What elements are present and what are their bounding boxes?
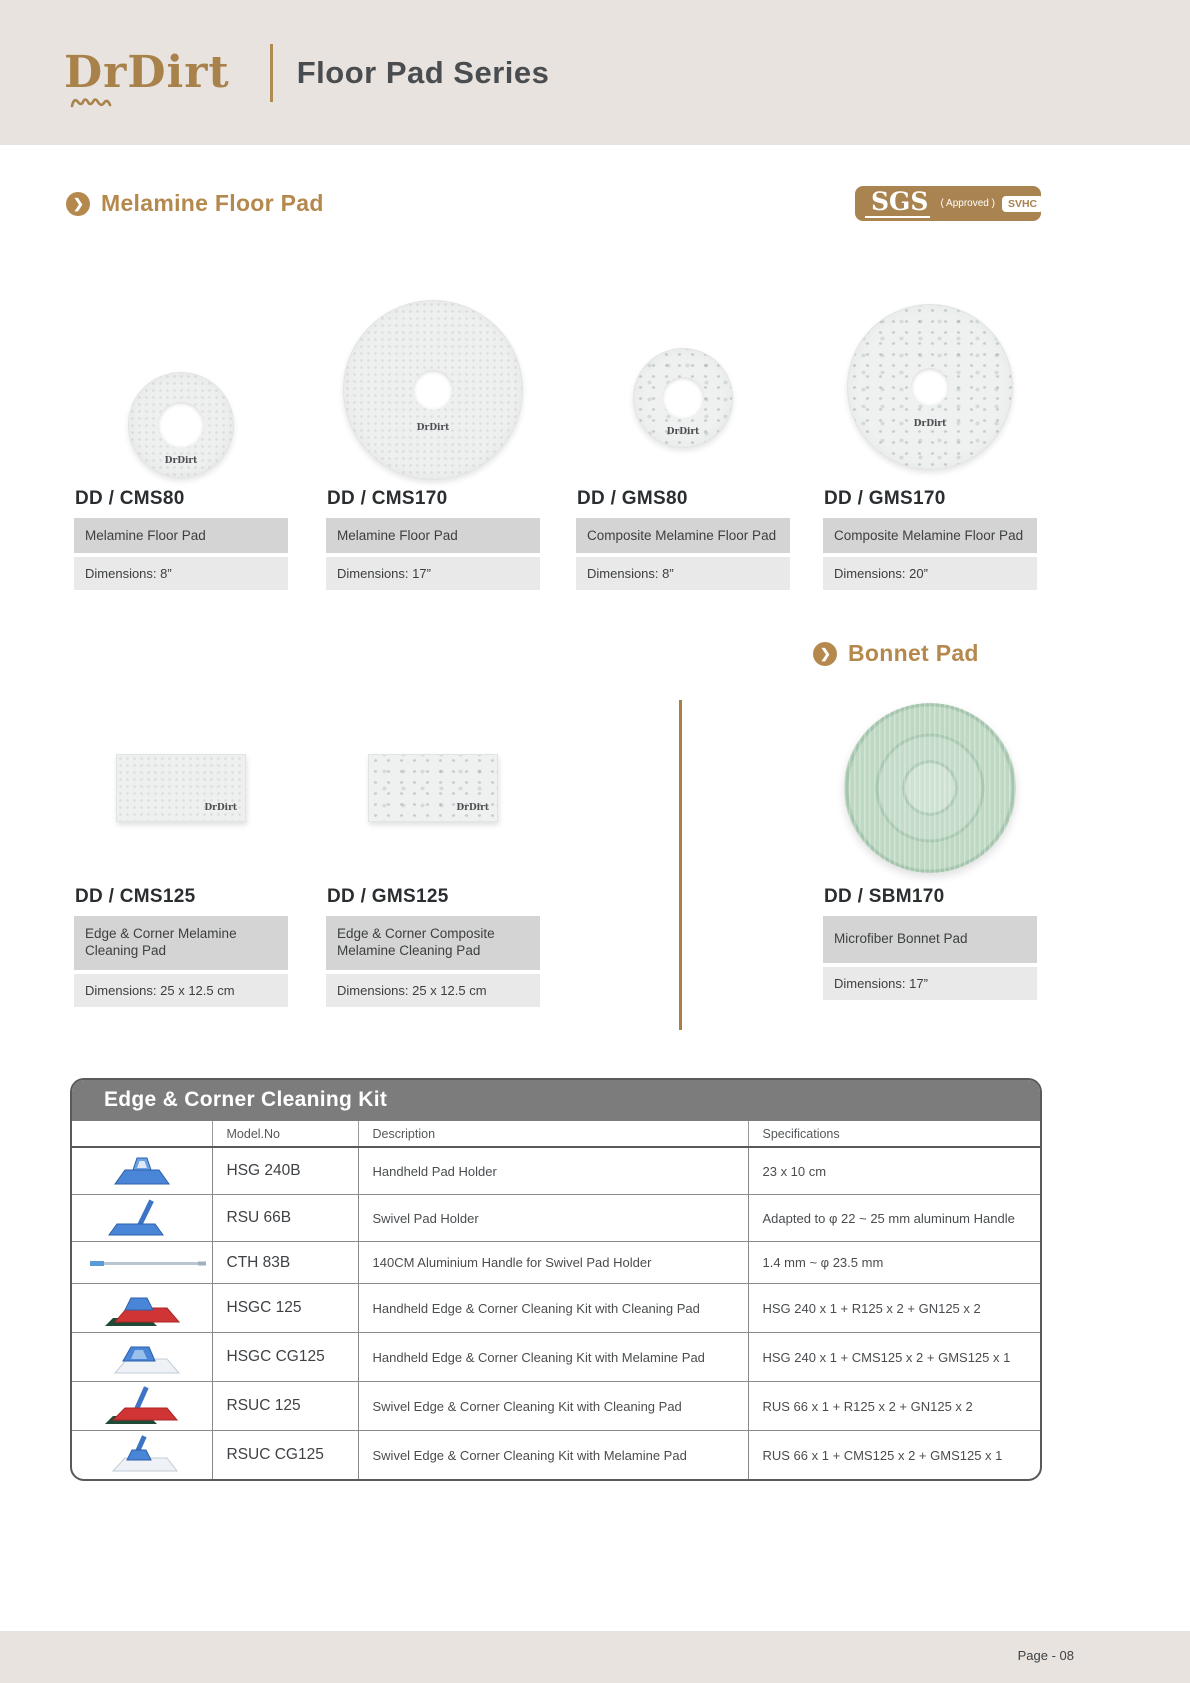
product-model: DD / GMS125 [327,886,449,907]
product-card-gms170 [823,255,1037,590]
product-image-box [576,255,790,480]
sgs-logo: SGS [865,189,930,218]
table-row [72,1242,1040,1284]
page-header [0,0,1190,145]
swivel-kit-cleaning-pad-icon [97,1384,187,1428]
product-card-sbm170 [823,698,1037,1000]
product-card-cms125 [74,698,288,1007]
table-row [72,1147,1040,1195]
model-cell: RSU 66B [212,1195,358,1242]
product-image-box [326,255,540,480]
product-name-bar: Melamine Floor Pad [74,518,288,553]
pad-center-hole [911,368,949,406]
description-cell: Handheld Pad Holder [358,1147,748,1195]
sgs-badge [855,186,1041,221]
handheld-kit-cleaning-pad-icon [97,1286,187,1330]
specifications-cell: RUS 66 x 1 + R125 x 2 + GN125 x 2 [748,1382,1040,1431]
description-cell: Handheld Edge & Corner Cleaning Kit with Cleaning Pad [358,1284,748,1333]
product-dimensions-bar: Dimensions: 8” [74,557,288,590]
melamine-pad-17in-image [343,300,523,480]
swivel-pad-holder-icon [99,1197,185,1239]
table-row [72,1431,1040,1480]
pad-brand-mark: DrDirt [913,419,947,429]
cleaning-kit-table [70,1078,1042,1481]
bonnet-section-title: Bonnet Pad [848,640,979,666]
edge-corner-melamine-pad-image [116,754,246,822]
description-cell: Swivel Edge & Corner Cleaning Kit with Melamine Pad [358,1431,748,1480]
product-name-bar: Edge & Corner Melamine Cleaning Pad [74,916,288,970]
product-name-bar: Melamine Floor Pad [326,518,540,553]
specifications-cell: 23 x 10 cm [748,1147,1040,1195]
description-column-header: Description [358,1121,748,1147]
pad-center-hole [662,377,704,419]
model-cell: RSUC 125 [212,1382,358,1431]
pad-brand-mark: DrDirt [204,803,237,813]
product-dimensions-bar: Dimensions: 8” [576,557,790,590]
product-thumbnail [72,1284,212,1333]
sgs-approved-label: ( Approved ) [940,198,995,209]
page-footer [0,1631,1190,1683]
melamine-pad-8in-image [128,372,234,478]
product-thumbnail [72,1242,212,1284]
product-dimensions-bar: Dimensions: 17” [823,967,1037,1000]
product-model: DD / GMS80 [577,488,688,509]
description-cell: Swivel Pad Holder [358,1195,748,1242]
product-thumbnail [72,1147,212,1195]
product-image-box [74,698,288,878]
product-name-bar: Composite Melamine Floor Pad [823,518,1037,553]
table-row [72,1333,1040,1382]
product-dimensions-bar: Dimensions: 25 x 12.5 cm [326,974,540,1007]
product-image-box [326,698,540,878]
product-model: DD / CMS125 [75,886,196,907]
product-card-gms80 [576,255,790,590]
table-row [72,1382,1040,1431]
product-thumbnail [72,1195,212,1242]
bonnet-section-heading [813,640,979,667]
chevron-right-icon: ❯ [66,192,90,216]
product-model: DD / CMS170 [327,488,448,509]
svhc-badge: SVHC [1002,196,1043,212]
product-thumbnail [72,1382,212,1431]
microfiber-bonnet-pad-image [844,703,1016,873]
melamine-section-heading [66,190,324,217]
chevron-right-icon: ❯ [813,642,837,666]
product-name-bar: Edge & Corner Composite Melamine Cleaning Pad [326,916,540,970]
handheld-pad-holder-icon [99,1150,185,1192]
pad-brand-mark: DrDirt [666,427,700,437]
vertical-section-divider [679,700,682,1030]
model-cell: HSGC CG125 [212,1333,358,1382]
drdirt-paw-icon [70,93,122,109]
product-model: DD / CMS80 [75,488,185,509]
aluminium-handle-icon [86,1254,210,1272]
table-title: Edge & Corner Cleaning Kit [72,1080,1040,1121]
brand-name: DrDirt [64,46,230,98]
product-image-box [823,698,1037,878]
specifications-cell: Adapted to φ 22 ~ 25 mm aluminum Handle [748,1195,1040,1242]
pad-brand-mark: DrDirt [416,423,450,433]
product-image-box [74,255,288,480]
specifications-cell: RUS 66 x 1 + CMS125 x 2 + GMS125 x 1 [748,1431,1040,1480]
page-number: Page - 08 [1017,1648,1074,1663]
page-title: Floor Pad Series [296,54,550,90]
pad-brand-mark: DrDirt [456,803,489,813]
pad-center-hole [413,370,453,410]
specifications-column-header: Specifications [748,1121,1040,1147]
composite-pad-20in-image [847,304,1013,470]
brand-logo [64,46,230,98]
specifications-cell: 1.4 mm ~ φ 23.5 mm [748,1242,1040,1284]
product-name-bar: Composite Melamine Floor Pad [576,518,790,553]
swivel-kit-melamine-pad-icon [97,1433,187,1477]
specifications-cell: HSG 240 x 1 + CMS125 x 2 + GMS125 x 1 [748,1333,1040,1382]
product-dimensions-bar: Dimensions: 20” [823,557,1037,590]
melamine-section-title: Melamine Floor Pad [101,190,324,216]
product-card-gms125 [326,698,540,1007]
product-model: DD / GMS170 [824,488,946,509]
table-row [72,1284,1040,1333]
handheld-kit-melamine-pad-icon [97,1335,187,1379]
pad-center-hole [158,402,204,448]
model-cell: HSGC 125 [212,1284,358,1333]
description-cell: Handheld Edge & Corner Cleaning Kit with Melamine Pad [358,1333,748,1382]
product-thumbnail [72,1333,212,1382]
product-card-cms80 [74,255,288,590]
product-image-box [823,255,1037,480]
composite-pad-8in-image [633,348,733,448]
product-name-bar: Microfiber Bonnet Pad [823,916,1037,963]
image-column-header [72,1121,212,1147]
description-cell: 140CM Aluminium Handle for Swivel Pad Holder [358,1242,748,1284]
product-model: DD / SBM170 [824,886,945,907]
table-row [72,1195,1040,1242]
model-cell: RSUC CG125 [212,1431,358,1480]
model-column-header: Model.No [212,1121,358,1147]
product-dimensions-bar: Dimensions: 17” [326,557,540,590]
product-dimensions-bar: Dimensions: 25 x 12.5 cm [74,974,288,1007]
product-card-cms170 [326,255,540,590]
edge-corner-composite-pad-image [368,754,498,822]
product-thumbnail [72,1431,212,1480]
table-header-row [72,1121,1040,1147]
model-cell: CTH 83B [212,1242,358,1284]
model-cell: HSG 240B [212,1147,358,1195]
header-divider [270,44,273,102]
specifications-cell: HSG 240 x 1 + R125 x 2 + GN125 x 2 [748,1284,1040,1333]
description-cell: Swivel Edge & Corner Cleaning Kit with Cleaning Pad [358,1382,748,1431]
pad-brand-mark: DrDirt [164,456,198,466]
